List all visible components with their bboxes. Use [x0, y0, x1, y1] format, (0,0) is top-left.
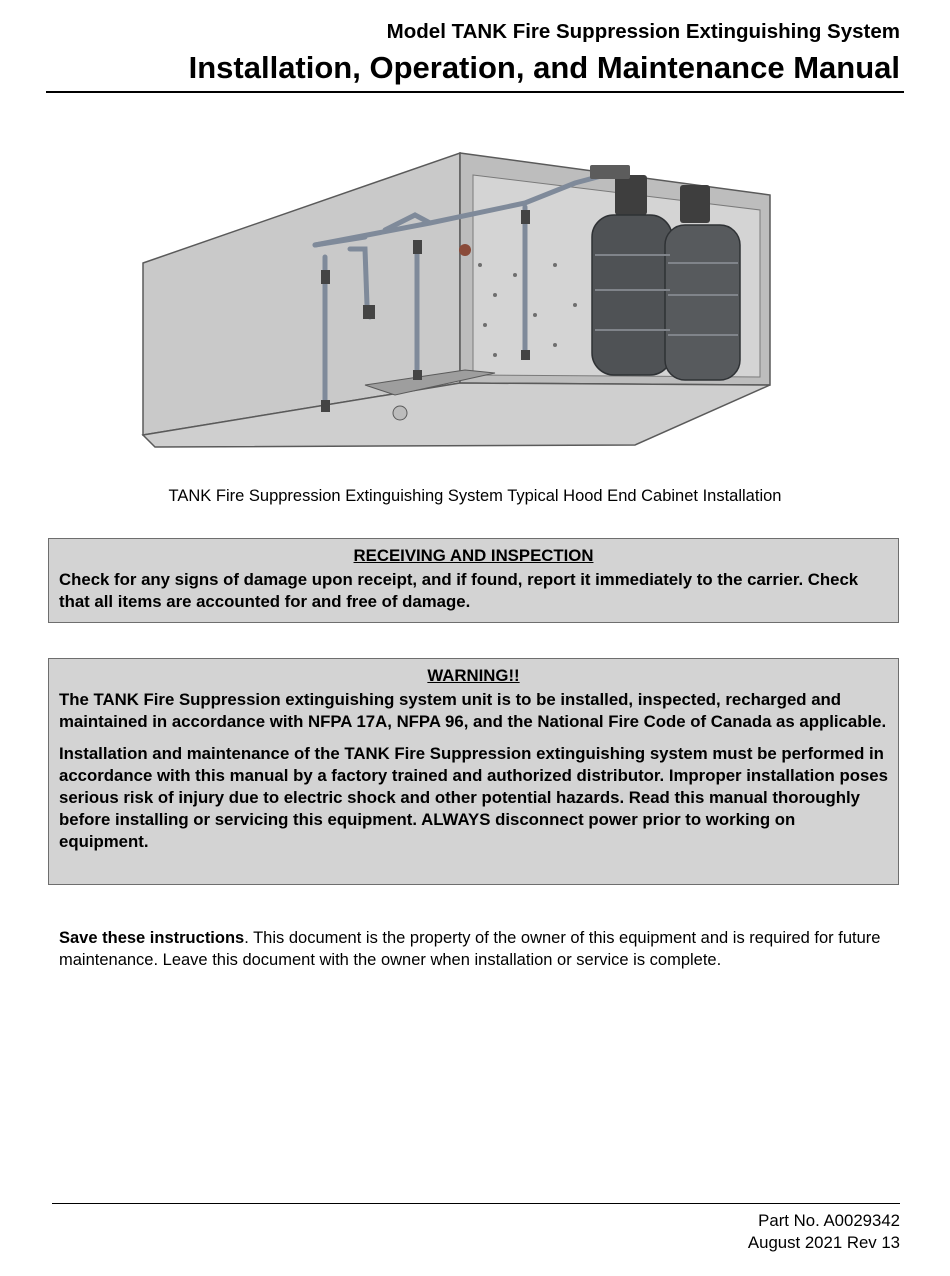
- suppression-tanks: [592, 215, 740, 380]
- revision-date: August 2021 Rev 13: [747, 1233, 900, 1252]
- figure-caption: TANK Fire Suppression Extinguishing System Typical Hood End Cabinet Installation: [168, 487, 782, 505]
- document-header: [189, 18, 900, 88]
- warning-paragraph-1: The TANK Fire Suppression extinguishing system unit is to be installed, inspected, recharged and maintained in accordance with NFPA 17A, NFPA 96, and the National Fire Code of Canada as applicable.: [59, 690, 887, 731]
- save-instructions-bold: Save these instructions: [59, 929, 245, 947]
- header-divider: [46, 91, 904, 93]
- warning-box: [48, 658, 899, 885]
- warning-heading: WARNING!!: [427, 666, 520, 685]
- document-footer: [748, 1210, 900, 1254]
- warning-paragraph-2: Installation and maintenance of the TANK Fire Suppression extinguishing system must be performed in accordance with this manual by a factory trained and authorized distributor. Improper installation poses serious risk of injury due to electric shock and other potential hazards. Read this manual thoroughly before installing or servicing this equipment. ALWAYS disconnect power prior to working on equipment.: [59, 744, 888, 851]
- hood-system-illustration: [135, 145, 785, 465]
- receiving-text: Check for any signs of damage upon receipt, and if found, report it immediately to the carrier. Check that all items are accounted for and free of damage.: [59, 570, 859, 611]
- document-title: Installation, Operation, and Maintenance Manual: [188, 50, 900, 85]
- part-number: Part No. A0029342: [758, 1211, 900, 1230]
- footer-divider: [52, 1203, 900, 1204]
- receiving-heading: RECEIVING AND INSPECTION: [353, 546, 594, 565]
- drain-cup: [393, 406, 407, 420]
- save-instructions-text: . This document is the property of the owner of this equipment and is required for future maintenance. Leave this document with the owner when installation or service is complete.: [59, 929, 881, 969]
- save-instructions-note: [59, 927, 899, 971]
- document-subtitle: Model TANK Fire Suppression Extinguishing System: [386, 20, 900, 43]
- receiving-inspection-box: [48, 538, 899, 623]
